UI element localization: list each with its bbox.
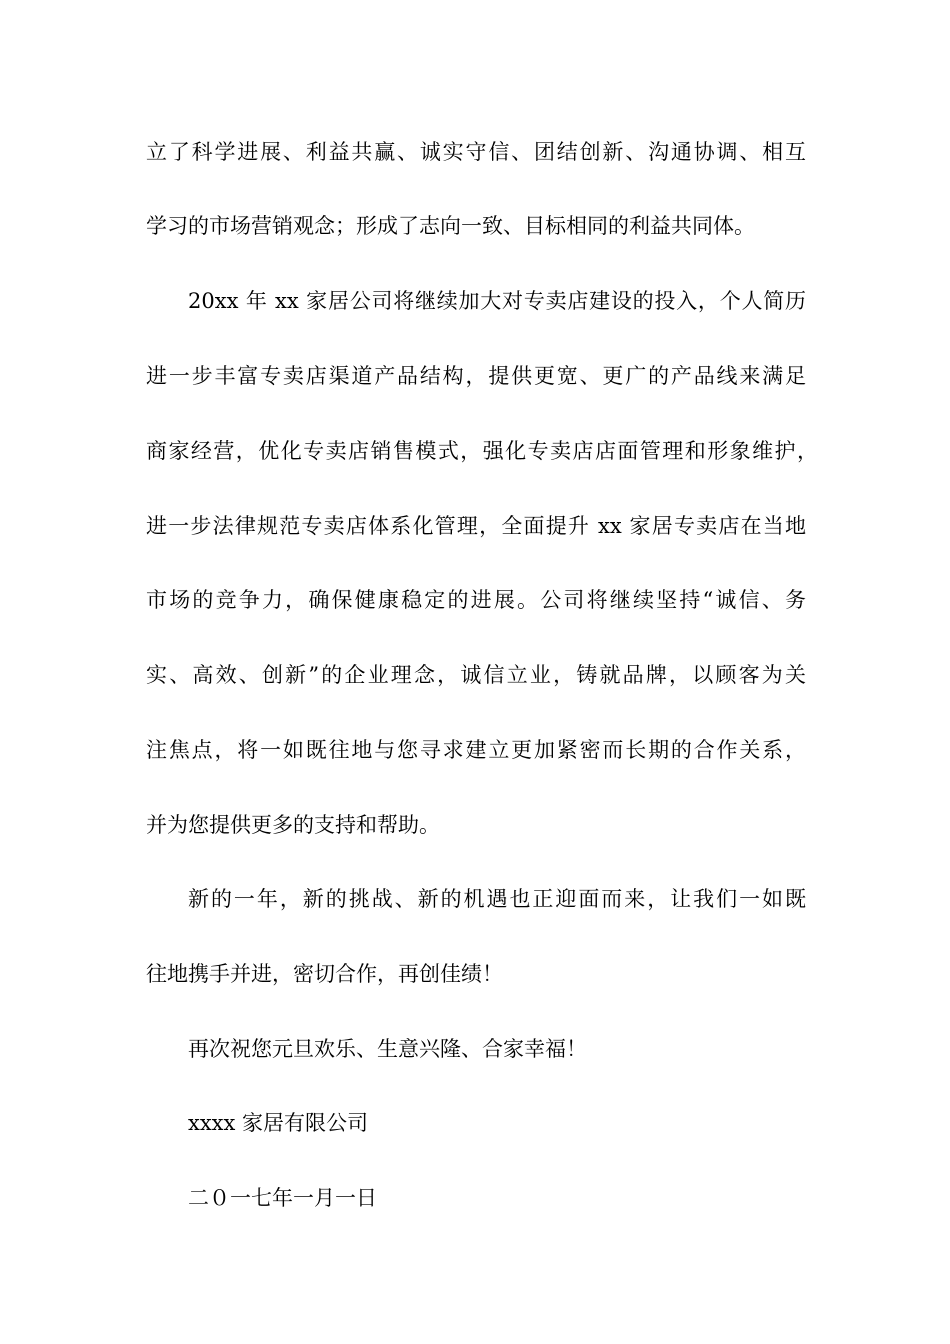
paragraph-line: 往地携手并进，密切合作，再创佳绩！ [146, 962, 503, 986]
paragraph-line: 再次祝您元旦欢乐、生意兴隆、合家幸福！ [188, 1037, 587, 1061]
paragraph-line: 实、高效、创新”的企业理念，诚信立业，铸就品牌，以顾客为关 [146, 663, 806, 687]
paragraph-line: 并为您提供更多的支持和帮助。 [146, 813, 440, 837]
paragraph-line: 立了科学进展、利益共赢、诚实守信、团结创新、沟通协调、相互 [146, 140, 806, 164]
paragraph-line: 进一步法律规范专卖店体系化管理，全面提升 xx 家居专卖店在当地 [146, 514, 806, 538]
signature-company: xxxx 家居有限公司 [188, 1111, 369, 1135]
paragraph-line: 注焦点，将一如既往地与您寻求建立更加紧密而长期的合作关系， [146, 738, 806, 762]
paragraph-line: 市场的竞争力，确保健康稳定的进展。公司将继续坚持“诚信、务 [146, 588, 806, 612]
paragraph-line: 进一步丰富专卖店渠道产品结构，提供更宽、更广的产品线来满足 [146, 364, 806, 388]
paragraph-line: 商家经营，优化专卖店销售模式，强化专卖店店面管理和形象维护， [146, 439, 818, 463]
signature-date: 二０一七年一月一日 [188, 1186, 377, 1210]
paragraph-line: 新的一年，新的挑战、新的机遇也正迎面而来，让我们一如既 [188, 887, 806, 911]
paragraph-line: 20xx 年 xx 家居公司将继续加大对专卖店建设的投入，个人简历 [188, 289, 806, 313]
paragraph-line: 学习的市场营销观念；形成了志向一致、目标相同的利益共同体。 [146, 214, 755, 238]
